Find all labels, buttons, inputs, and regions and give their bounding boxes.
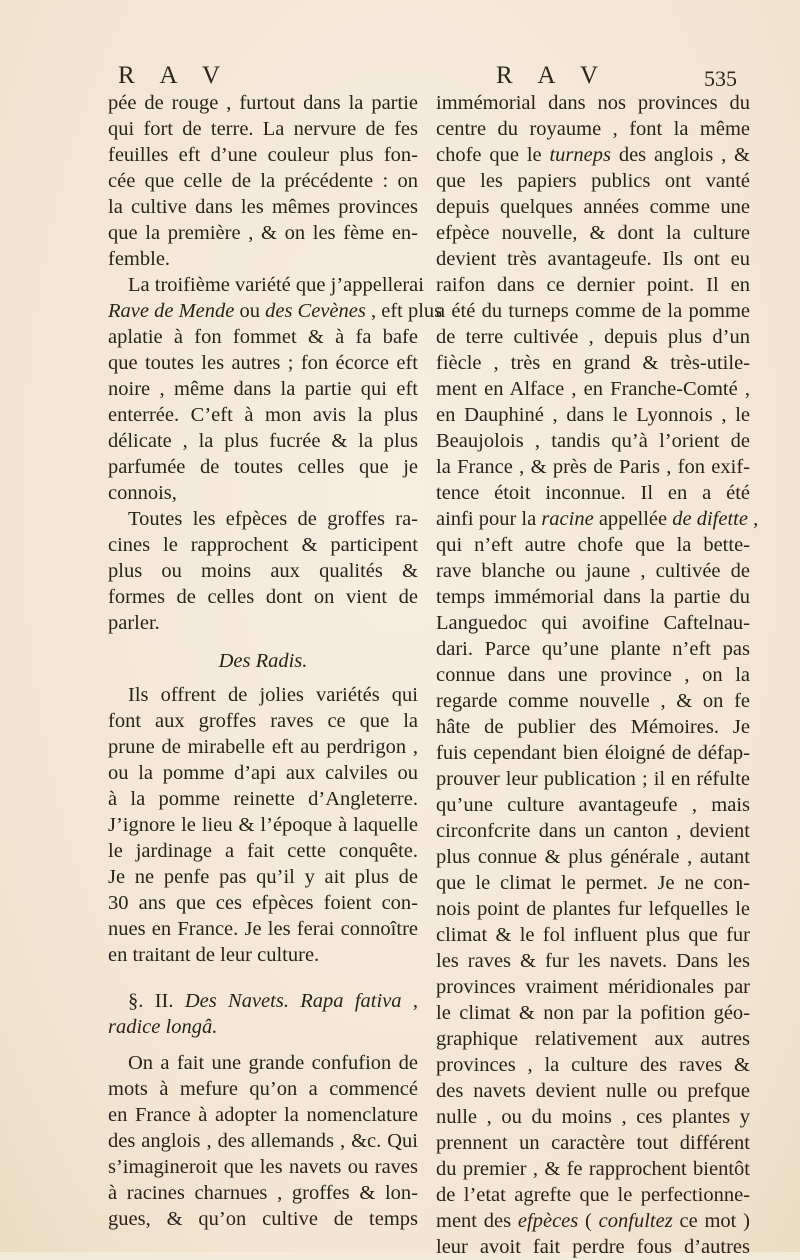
text-line [436, 922, 750, 948]
text-segment: qui n’eft autre chofe que la bette- [436, 534, 750, 556]
text-segment: à racines charnues , groffes & lon- [108, 1182, 418, 1204]
text-segment: , eft plus [365, 300, 443, 322]
text-line [436, 1104, 750, 1130]
left-text-column [108, 90, 443, 1232]
text-line [436, 402, 750, 428]
text-segment: à la pomme reinette d’Angleterre. [108, 788, 418, 810]
text-segment: que les papiers publics ont vanté [436, 170, 750, 192]
text-segment: le jardinage a fait cette conquête. [108, 840, 418, 862]
text-segment: On a fait une grande confufion de [128, 1052, 418, 1074]
text-segment: prouver leur publication ; il en réfulte [436, 768, 750, 790]
text-segment: , [401, 990, 419, 1012]
text-segment: cines le rapprochent & participent [108, 534, 418, 556]
text-segment: centre du royaume , font la même [436, 118, 750, 140]
text-line [436, 688, 750, 714]
italic-text: Des Navets. Rapa fativa [184, 990, 402, 1012]
text-segment: fiècle , très en grand & très-utile- [436, 352, 750, 374]
text-segment: gues, & qu’on cultive de temps [108, 1208, 418, 1230]
text-segment: provinces , la culture des raves & [436, 1054, 750, 1076]
text-line [108, 1206, 418, 1232]
italic-text: des Cevènes [265, 300, 366, 322]
text-line [436, 220, 750, 246]
text-line [108, 532, 418, 558]
italic-text: Rave de Mende [108, 300, 235, 322]
text-line [436, 90, 750, 116]
text-line [108, 610, 418, 636]
text-segment: hâte de publier des Mémoires. Je [436, 716, 750, 738]
text-line [108, 558, 418, 584]
text-line [436, 324, 750, 350]
text-segment: feuilles eft d’une couleur plus fon- [108, 144, 418, 166]
text-segment: ou [234, 300, 266, 322]
text-segment: parfumée de toutes celles que je [108, 456, 418, 478]
text-line [108, 480, 418, 506]
text-segment: plus connue & plus générale , autant [436, 846, 750, 868]
text-segment: 30 ans que ces efpèces foient con- [108, 892, 418, 914]
text-segment: ce mot ) [672, 1210, 750, 1232]
text-segment: s’imagineroit que les navets ou raves [108, 1156, 418, 1178]
text-segment: ment des [436, 1210, 518, 1232]
text-line [436, 974, 750, 1000]
text-line [108, 376, 418, 402]
text-segment: circonfcrite dans un canton , devient [436, 820, 750, 842]
text-line [108, 194, 418, 220]
text-segment: nulle , ou du moins , ces plantes y [436, 1106, 750, 1128]
text-segment: connue dans une province , on la [436, 664, 750, 686]
text-line [108, 1076, 418, 1102]
text-line [108, 220, 418, 246]
text-line [108, 1128, 418, 1154]
text-segment: connois, [108, 482, 177, 504]
text-segment: la cultive dans les mêmes provinces [108, 196, 418, 218]
section-title-line [108, 1014, 418, 1040]
text-line [108, 272, 424, 298]
text-segment: les raves & fur les navets. Dans les [436, 950, 750, 972]
text-segment: du premier , & fe rapprochent bientôt [436, 1158, 750, 1180]
italic-text: efpèces [517, 1210, 579, 1232]
text-line [436, 1208, 750, 1234]
text-segment: mots à mefure qu’on a commencé [108, 1078, 418, 1100]
text-line [436, 610, 750, 636]
text-line [436, 1130, 750, 1156]
text-line [436, 948, 750, 974]
text-segment: prennent un caractère tout différent [436, 1132, 750, 1154]
running-head-left: R A V [118, 62, 231, 89]
text-line [108, 142, 418, 168]
text-segment: aplatie à fon fommet & à fa bafe [108, 326, 418, 348]
text-line [436, 194, 750, 220]
text-segment: formes de celles dont on vient de [108, 586, 418, 608]
text-line [436, 506, 759, 532]
text-segment: temps immémorial dans la partie du [436, 586, 750, 608]
text-line [436, 636, 750, 662]
italic-text: de difette [672, 508, 748, 530]
text-line [108, 506, 418, 532]
text-line [436, 870, 750, 896]
text-segment: que le climat le permet. Je ne con- [436, 872, 750, 894]
text-segment: a été du turneps comme de la pomme [436, 300, 750, 322]
running-head-right: R A V [496, 62, 609, 89]
text-line [436, 714, 750, 740]
text-segment: ment en Alface , en Franche-Comté , [436, 378, 750, 400]
text-segment: efpèce nouvelle, & dont la culture [436, 222, 750, 244]
text-segment: dari. Parce qu’une plante n’eft pas [436, 638, 750, 660]
text-line [436, 350, 750, 376]
text-line [108, 682, 418, 708]
text-line [108, 324, 418, 350]
text-segment: Languedoc qui avoifine Caftelnau- [436, 612, 750, 634]
text-segment: en France à adopter la nomenclature [108, 1104, 418, 1126]
text-line [108, 890, 418, 916]
text-segment: Toutes les efpèces de groffes ra- [128, 508, 418, 530]
text-segment: des anglois , des allemands , &c. Qui [108, 1130, 418, 1152]
text-line [108, 760, 418, 786]
text-segment: rave blanche ou jaune , cultivée de [436, 560, 750, 582]
text-segment: le climat & non par la pofition géo- [436, 1002, 750, 1024]
text-line [436, 428, 750, 454]
text-segment: que la première , & on les fème en- [108, 222, 418, 244]
text-line [108, 1102, 418, 1128]
text-line [436, 896, 750, 922]
italic-text: radice longâ. [108, 1016, 218, 1038]
text-segment: ou la pomme d’api aux calviles ou [108, 762, 418, 784]
text-segment: regarde comme nouvelle , & on fe [436, 690, 750, 712]
text-line [108, 168, 418, 194]
text-line [436, 142, 750, 168]
text-line [436, 1052, 750, 1078]
text-line [108, 350, 418, 376]
text-segment: pée de rouge , furtout dans la partie [108, 92, 418, 114]
text-segment: leur avoit fait perdre fous d’autres [436, 1236, 750, 1258]
text-line [108, 428, 418, 454]
text-line [436, 168, 750, 194]
text-line [436, 246, 750, 272]
text-line [108, 786, 418, 812]
text-line [108, 864, 418, 890]
text-line [436, 662, 750, 688]
text-line [108, 812, 418, 838]
right-text-column [436, 90, 759, 1260]
text-line [108, 584, 418, 610]
text-line [436, 1182, 750, 1208]
text-segment: cée que celle de la précédente : on [108, 170, 418, 192]
text-segment: qui fort de terre. La nervure de fes [108, 118, 418, 140]
text-line [436, 584, 750, 610]
text-segment: enterrée. C’eft à mon avis la plus [108, 404, 418, 426]
italic-text: racine [541, 508, 594, 530]
text-segment: prune de mirabelle eft au perdrigon , [108, 736, 418, 758]
section-title-line [108, 988, 418, 1014]
text-line [108, 708, 418, 734]
text-line [436, 1156, 750, 1182]
text-segment: des anglois , & [610, 144, 751, 166]
text-segment: raifon dans ce dernier point. Il en [436, 274, 750, 296]
italic-text: confultez [598, 1210, 673, 1232]
text-segment: en traitant de leur culture. [108, 944, 320, 966]
text-segment: fuis cependant bien éloigné de défap- [436, 742, 750, 764]
text-segment: des navets devient nulle ou prefque [436, 1080, 750, 1102]
text-segment: plus ou moins aux qualités & [108, 560, 418, 582]
text-segment: de l’etat agrefte que le perfectionne- [436, 1184, 750, 1206]
text-line [108, 246, 418, 272]
text-line [436, 272, 750, 298]
text-segment: Beaujolois , tandis qu’à l’orient de [436, 430, 750, 452]
text-line [436, 766, 750, 792]
italic-text: turneps [549, 144, 611, 166]
text-segment: nois point de plantes fur lefquelles le [436, 898, 750, 920]
text-segment: nues en France. Je les ferai connoître [108, 918, 418, 940]
text-line [436, 792, 750, 818]
text-segment: que toutes les autres ; fon écorce eft [108, 352, 418, 374]
page-number: 535 [704, 66, 737, 91]
text-segment: depuis quelques années comme une [436, 196, 750, 218]
text-segment: provinces vraiment méridionales par [436, 976, 750, 998]
text-segment: parler. [108, 612, 160, 634]
text-segment: chofe que le [436, 144, 550, 166]
text-segment: délicate , la plus fucrée & la plus [108, 430, 418, 452]
text-line [108, 1180, 418, 1206]
text-segment: J’ignore le lieu & l’époque à laquelle [108, 814, 418, 836]
text-line [436, 740, 750, 766]
text-line [436, 298, 750, 324]
text-line [108, 916, 418, 942]
text-segment: devient très avantageufe. Ils ont eu [436, 248, 750, 270]
text-line [436, 1078, 750, 1104]
text-segment: La troifième variété que j’appellerai [128, 274, 424, 296]
text-segment: tence étoit inconnue. Il en a été [436, 482, 750, 504]
text-segment: §. II. [128, 990, 185, 1012]
text-segment: en Dauphiné , dans le Lyonnois , le [436, 404, 750, 426]
text-segment: ainfi pour la [436, 508, 542, 530]
text-line [108, 90, 418, 116]
text-line [108, 1050, 418, 1076]
text-segment: ( [578, 1210, 599, 1232]
text-line [108, 402, 418, 428]
text-segment: Je ne penfe pas qu’il y ait plus de [108, 866, 418, 888]
text-line [436, 1234, 750, 1260]
text-line [108, 734, 418, 760]
text-line [436, 480, 750, 506]
text-line [436, 116, 750, 142]
text-segment: appellée [593, 508, 673, 530]
text-segment: font aux groffes raves ce que la [108, 710, 418, 732]
text-segment: immémorial dans nos provinces du [436, 92, 750, 114]
text-segment: la France , & près de Paris , fon exif- [436, 456, 750, 478]
text-line [108, 1154, 418, 1180]
text-line [436, 532, 750, 558]
text-segment: noire , même dans la partie qui eft [108, 378, 418, 400]
text-line [436, 1000, 750, 1026]
text-segment: de terre cultivée , depuis plus d’un [436, 326, 750, 348]
text-segment: Des Radis. [218, 650, 308, 672]
text-segment: climat & le fol influent plus que fur [436, 924, 750, 946]
text-line [108, 116, 418, 142]
text-line [108, 298, 443, 324]
text-line [108, 454, 418, 480]
text-line [436, 818, 750, 844]
text-line [108, 942, 418, 968]
text-segment: graphique relativement aux autres [436, 1028, 750, 1050]
text-line [436, 376, 750, 402]
text-segment: Ils offrent de jolies variétés qui [128, 684, 418, 706]
text-line [108, 838, 418, 864]
text-line [436, 454, 750, 480]
section-heading [108, 648, 418, 674]
text-line [436, 844, 750, 870]
text-segment: qu’une culture avantageufe , mais [436, 794, 750, 816]
text-line [436, 558, 750, 584]
text-segment: femble. [108, 248, 171, 270]
text-line [436, 1026, 750, 1052]
text-segment: , [747, 508, 759, 530]
